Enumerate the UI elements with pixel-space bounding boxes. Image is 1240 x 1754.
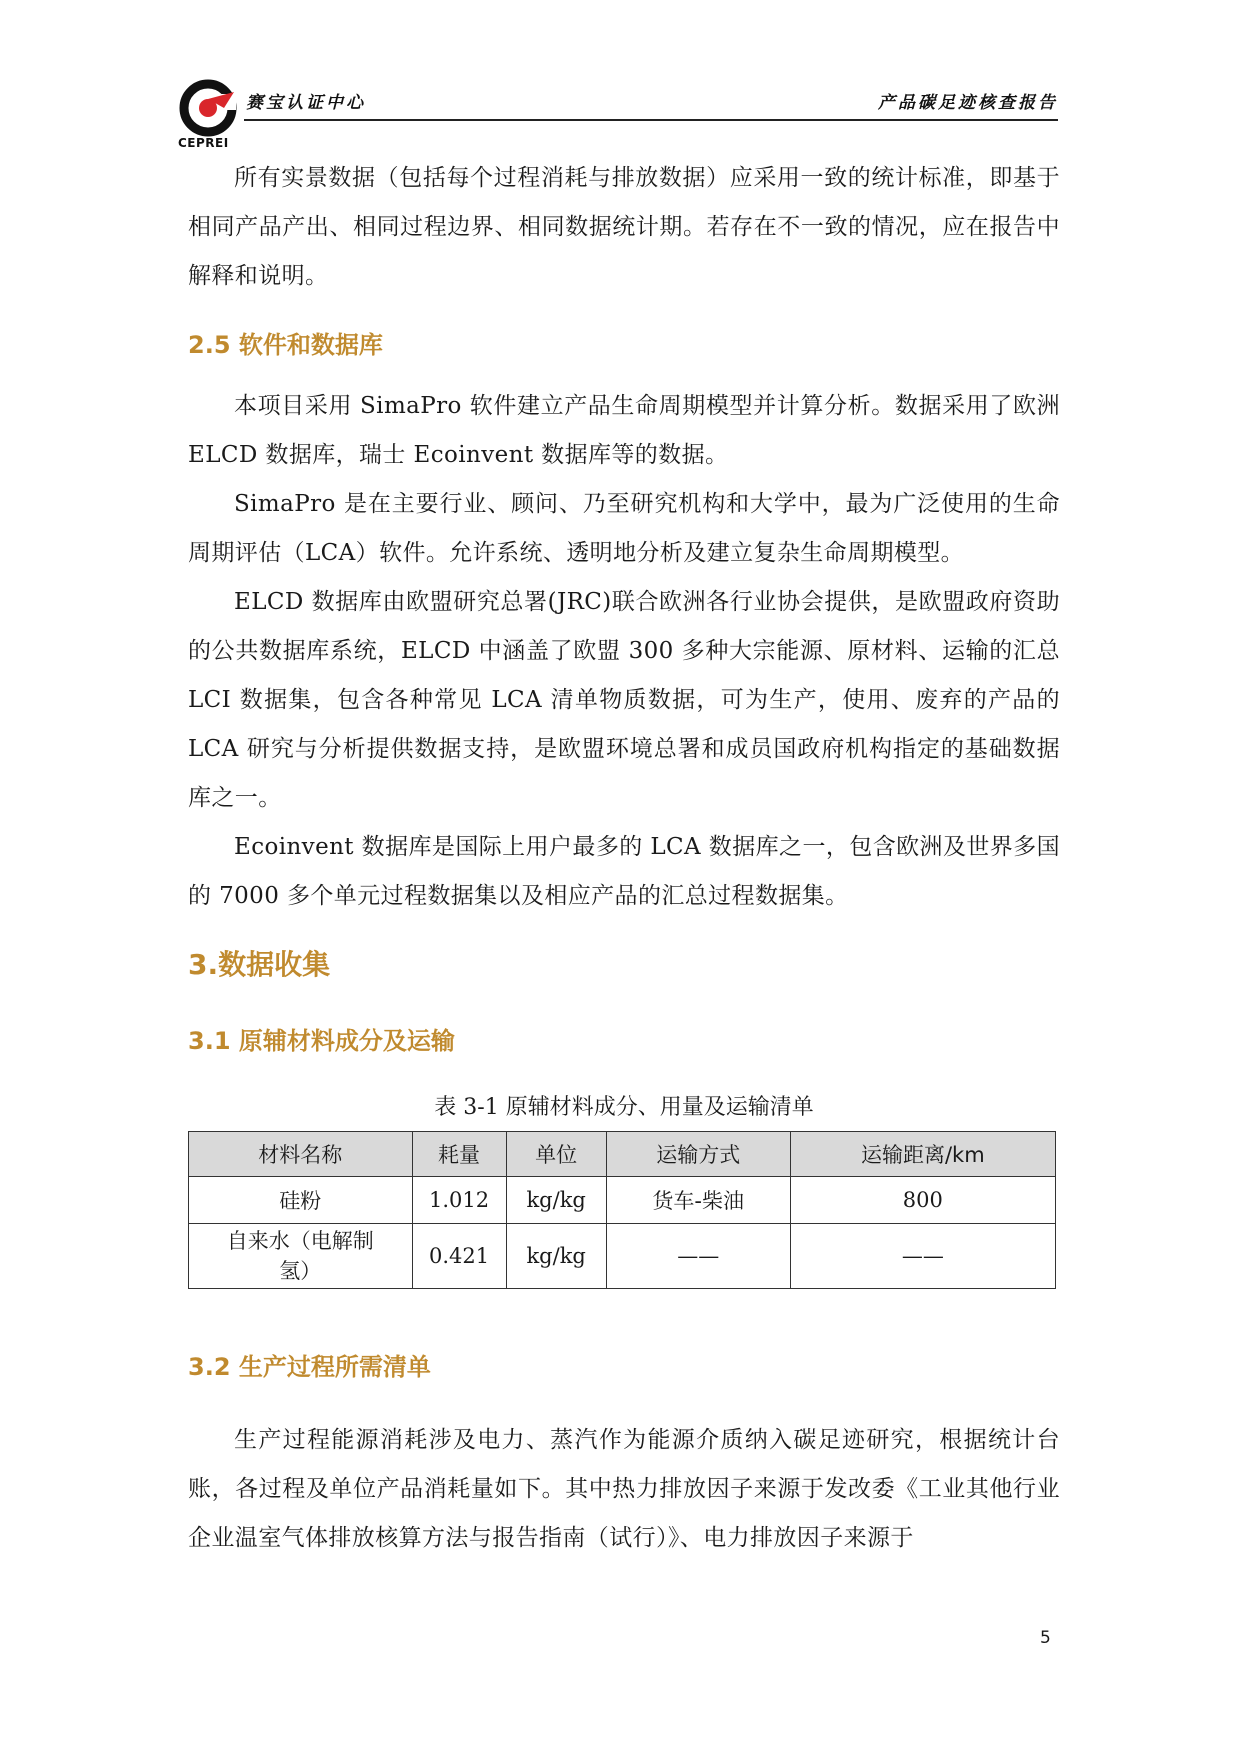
table-cell: 0.421 xyxy=(412,1224,506,1289)
table-row xyxy=(189,1224,1056,1289)
table-cell: 800 xyxy=(790,1177,1055,1224)
table-cell: 货车-柴油 xyxy=(606,1177,790,1224)
report-title: 产品碳足迹核查报告 xyxy=(878,93,1058,113)
column-header: 运输距离/km xyxy=(790,1132,1055,1177)
column-header: 运输方式 xyxy=(606,1132,790,1177)
table-cell: 1.012 xyxy=(412,1177,506,1224)
paragraph-simapro-intro: 本项目采用 SimaPro 软件建立产品生命周期模型并计算分析。数据采用了欧洲 ELCD 数据库，瑞士 Ecoinvent 数据库等的数据。 xyxy=(188,393,1060,468)
materials-table xyxy=(188,1131,1056,1289)
ceprei-logo-icon xyxy=(178,78,238,140)
paragraph-ecoinvent: Ecoinvent 数据库是国际上用户最多的 LCA 数据库之一，包含欧洲及世界多国的 7000 多个单元过程数据集以及相应产品的汇总过程数据集。 xyxy=(188,834,1060,909)
intro-paragraph: 所有实景数据（包括每个过程消耗与排放数据）应采用一致的统计标准，即基于相同产品产出、相同过程边界、相同数据统计期。若存在不一致的情况，应在报告中解释和说明。 xyxy=(188,165,1060,289)
page-number: 5 xyxy=(1040,1628,1051,1648)
chapter-3-heading: 3.数据收集 xyxy=(188,948,331,981)
paragraph-production-process: 生产过程能源消耗涉及电力、蒸汽作为能源介质纳入碳足迹研究，根据统计台账，各过程及单位产品消耗量如下。其中热力排放因子来源于发改委《工业其他行业企业温室气体排放核算方法与报告指南（试行）》、电力排放因子来源于 xyxy=(188,1427,1060,1551)
table-cell: 硅粉 xyxy=(189,1177,413,1224)
table-cell: kg/kg xyxy=(506,1177,606,1224)
section-2-5-heading: 2.5 软件和数据库 xyxy=(188,331,383,359)
page-content xyxy=(188,154,1060,1563)
column-header: 耗量 xyxy=(412,1132,506,1177)
paragraph-elcd: ELCD 数据库由欧盟研究总署(JRC)联合欧洲各行业协会提供，是欧盟政府资助的公共数据库系统，ELCD 中涵盖了欧盟 300 多种大宗能源、原材料、运输的汇总 LCI 数据集，包含各种常见 LCA 清单物质数据，可为生产，使用、废弃的产品的 LCA 研究与分析提供数据支持，是欧盟环境总署和成员国政府机构指定的基础数据库之一。 xyxy=(188,589,1060,811)
table-cell: kg/kg xyxy=(506,1224,606,1289)
table-cell: —— xyxy=(790,1224,1055,1289)
organization-name: 赛宝认证中心 xyxy=(246,93,366,113)
column-header: 单位 xyxy=(506,1132,606,1177)
paragraph-simapro-desc: SimaPro 是在主要行业、顾问、乃至研究机构和大学中，最为广泛使用的生命周期评估（LCA）软件。允许系统、透明地分析及建立复杂生命周期模型。 xyxy=(188,491,1060,566)
column-header: 材料名称 xyxy=(189,1132,413,1177)
section-3-1-heading: 3.1 原辅材料成分及运输 xyxy=(188,1027,455,1055)
header-divider xyxy=(244,119,1058,121)
table-header-row xyxy=(189,1132,1056,1177)
section-3-2-heading: 3.2 生产过程所需清单 xyxy=(188,1353,431,1381)
table-cell: 自来水（电解制氢） xyxy=(189,1224,413,1289)
page-header xyxy=(178,78,1058,150)
logo-text: CEPREI xyxy=(178,136,229,150)
table-cell: —— xyxy=(606,1224,790,1289)
table-caption: 表 3-1 原辅材料成分、用量及运输清单 xyxy=(434,1095,814,1120)
table-row xyxy=(189,1177,1056,1224)
